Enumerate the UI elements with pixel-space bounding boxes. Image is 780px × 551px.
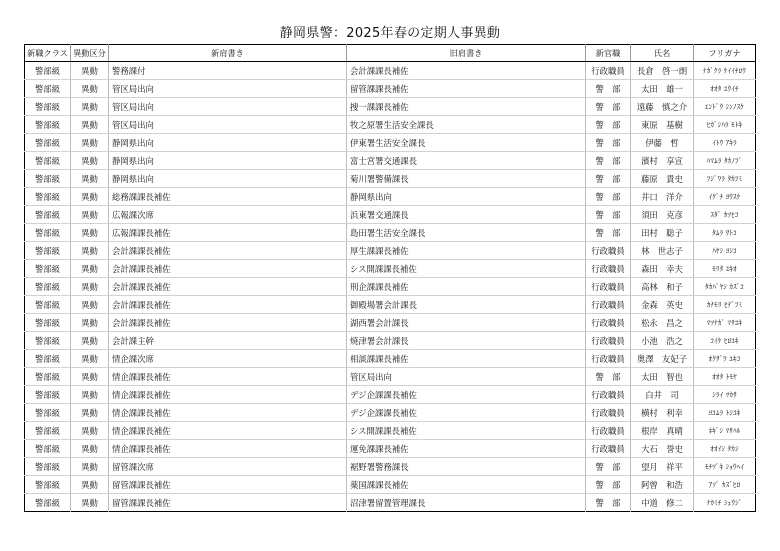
cell-name: 濱村 享宣 (631, 152, 694, 170)
cell-furigana: ｵｸｻﾞﾜ ﾕｷｺ (694, 350, 756, 368)
cell-new-class: 警部級 (25, 296, 71, 314)
cell-new-title: 総務課課長補佐 (109, 188, 347, 206)
table-row (25, 170, 756, 188)
cell-new-title: 会計課課長補佐 (109, 260, 347, 278)
cell-new-title: 警務課付 (109, 62, 347, 80)
cell-new-class: 警部級 (25, 134, 71, 152)
cell-name: 金森 英史 (631, 296, 694, 314)
cell-new-class: 警部級 (25, 98, 71, 116)
cell-name: 藤原 貴史 (631, 170, 694, 188)
cell-new-rank: 警 部 (586, 188, 631, 206)
cell-furigana: ｵｵｲｼ ﾀｶｼ (694, 440, 756, 458)
cell-name: 伊藤 哲 (631, 134, 694, 152)
cell-new-title: 情企課課長補佐 (109, 386, 347, 404)
table-row (25, 404, 756, 422)
cell-transfer-type: 異動 (71, 116, 109, 134)
cell-new-class: 警部級 (25, 206, 71, 224)
cell-name: 白井 司 (631, 386, 694, 404)
cell-old-title: 焼津署会計課長 (347, 332, 586, 350)
cell-new-class: 警部級 (25, 116, 71, 134)
table-row (25, 314, 756, 332)
cell-transfer-type: 異動 (71, 458, 109, 476)
cell-new-rank: 行政職員 (586, 242, 631, 260)
cell-transfer-type: 異動 (71, 422, 109, 440)
cell-transfer-type: 異動 (71, 206, 109, 224)
cell-old-title: 浜東署交通課長 (347, 206, 586, 224)
cell-transfer-type: 異動 (71, 260, 109, 278)
table-row (25, 80, 756, 98)
cell-new-class: 警部級 (25, 278, 71, 296)
cell-furigana: ﾊﾏﾑﾗ ﾀｶﾉﾌﾞ (694, 152, 756, 170)
cell-new-rank: 警 部 (586, 368, 631, 386)
cell-new-title: 管区局出向 (109, 98, 347, 116)
cell-old-title: シス開課課長補佐 (347, 260, 586, 278)
header-new-rank: 新官職 (586, 45, 631, 62)
cell-new-rank: 行政職員 (586, 440, 631, 458)
cell-name: 林 世志子 (631, 242, 694, 260)
cell-new-rank: 警 部 (586, 458, 631, 476)
cell-transfer-type: 異動 (71, 494, 109, 512)
cell-new-class: 警部級 (25, 440, 71, 458)
cell-name: 根岸 真晴 (631, 422, 694, 440)
cell-furigana: ﾈｷﾞｼ ﾏｻﾊﾙ (694, 422, 756, 440)
cell-transfer-type: 異動 (71, 404, 109, 422)
table-row (25, 242, 756, 260)
cell-new-title: 留管課課長補佐 (109, 494, 347, 512)
cell-new-class: 警部級 (25, 260, 71, 278)
cell-new-class: 警部級 (25, 188, 71, 206)
cell-furigana: ｵｵﾀ ﾕｳｲﾁ (694, 80, 756, 98)
page-title: 静岡県警：2025年春の定期人事異動 (279, 26, 501, 41)
cell-new-rank: 警 部 (586, 206, 631, 224)
cell-furigana: ｲﾄｳ ｱｷﾗ (694, 134, 756, 152)
cell-name: 遠藤 慎之介 (631, 98, 694, 116)
cell-old-title: 静岡県出向 (347, 188, 586, 206)
cell-new-rank: 行政職員 (586, 332, 631, 350)
table-row (25, 188, 756, 206)
cell-new-title: 管区局出向 (109, 80, 347, 98)
cell-new-title: 情企課課長補佐 (109, 422, 347, 440)
personnel-table-container (24, 44, 755, 512)
cell-old-title: 湖西署会計課長 (347, 314, 586, 332)
cell-new-title: 会計課主幹 (109, 332, 347, 350)
cell-old-title: 運免課課長補佐 (347, 440, 586, 458)
header-new-class: 新職クラス (25, 45, 71, 62)
cell-old-title: 薬国課課長補佐 (347, 476, 586, 494)
cell-new-rank: 警 部 (586, 134, 631, 152)
cell-new-class: 警部級 (25, 62, 71, 80)
cell-transfer-type: 異動 (71, 476, 109, 494)
header-new-title: 新肩書き (109, 45, 347, 62)
cell-transfer-type: 異動 (71, 152, 109, 170)
cell-new-title: 会計課課長補佐 (109, 278, 347, 296)
cell-furigana: ｱｿﾞ ｶｽﾞﾋﾛ (694, 476, 756, 494)
table-row (25, 422, 756, 440)
cell-new-rank: 警 部 (586, 170, 631, 188)
cell-new-class: 警部級 (25, 224, 71, 242)
cell-new-title: 管区局出向 (109, 116, 347, 134)
cell-transfer-type: 異動 (71, 440, 109, 458)
table-row (25, 368, 756, 386)
cell-name: 田村 聡子 (631, 224, 694, 242)
cell-new-rank: 警 部 (586, 80, 631, 98)
cell-transfer-type: 異動 (71, 170, 109, 188)
cell-name: 太田 智也 (631, 368, 694, 386)
cell-new-rank: 行政職員 (586, 404, 631, 422)
cell-new-title: 広報課次席 (109, 206, 347, 224)
cell-new-rank: 警 部 (586, 152, 631, 170)
cell-old-title: 島田署生活安全課長 (347, 224, 586, 242)
cell-old-title: 富士宮署交通課長 (347, 152, 586, 170)
cell-transfer-type: 異動 (71, 314, 109, 332)
cell-furigana: ﾌｼﾞﾜﾗ ﾀｶﾌﾐ (694, 170, 756, 188)
cell-name: 横村 利幸 (631, 404, 694, 422)
table-header (25, 45, 756, 62)
cell-furigana: ｽﾀﾞ ｶﾂﾋｺ (694, 206, 756, 224)
cell-furigana: ﾓﾁﾂﾞｷ ｼｮｳﾍｲ (694, 458, 756, 476)
cell-new-class: 警部級 (25, 152, 71, 170)
cell-new-title: 会計課課長補佐 (109, 314, 347, 332)
table-row (25, 62, 756, 80)
table-row (25, 476, 756, 494)
cell-furigana: ﾖｺﾑﾗ ﾄｼﾕｷ (694, 404, 756, 422)
cell-new-rank: 行政職員 (586, 386, 631, 404)
table-row (25, 332, 756, 350)
cell-furigana: ｲｸﾞﾁ ﾖｳｽｹ (694, 188, 756, 206)
cell-transfer-type: 異動 (71, 368, 109, 386)
cell-new-class: 警部級 (25, 80, 71, 98)
cell-name: 望月 祥平 (631, 458, 694, 476)
cell-name: 中道 修二 (631, 494, 694, 512)
cell-old-title: デジ企課課長補佐 (347, 404, 586, 422)
cell-new-class: 警部級 (25, 458, 71, 476)
table-row (25, 224, 756, 242)
cell-furigana: ﾊﾔｼ ﾖｼｺ (694, 242, 756, 260)
cell-transfer-type: 異動 (71, 242, 109, 260)
cell-new-title: 情企課課長補佐 (109, 440, 347, 458)
cell-furigana: ﾏﾂﾅｶﾞ ﾏｻﾕｷ (694, 314, 756, 332)
cell-new-class: 警部級 (25, 404, 71, 422)
cell-transfer-type: 異動 (71, 296, 109, 314)
table-row (25, 296, 756, 314)
cell-name: 井口 洋介 (631, 188, 694, 206)
cell-old-title: 牧之原署生活安全課長 (347, 116, 586, 134)
cell-new-rank: 警 部 (586, 116, 631, 134)
cell-name: 大石 誉史 (631, 440, 694, 458)
cell-new-class: 警部級 (25, 170, 71, 188)
cell-new-class: 警部級 (25, 350, 71, 368)
table-row (25, 350, 756, 368)
cell-new-title: 情企課次席 (109, 350, 347, 368)
cell-transfer-type: 異動 (71, 134, 109, 152)
table-row (25, 152, 756, 170)
cell-transfer-type: 異動 (71, 62, 109, 80)
cell-transfer-type: 異動 (71, 98, 109, 116)
cell-name: 長倉 啓一朗 (631, 62, 694, 80)
cell-new-rank: 行政職員 (586, 296, 631, 314)
cell-old-title: 御殿場署会計課長 (347, 296, 586, 314)
header-transfer-type: 異動区分 (71, 45, 109, 62)
header-name: 氏名 (631, 45, 694, 62)
cell-old-title: シス開課課長補佐 (347, 422, 586, 440)
cell-new-rank: 行政職員 (586, 278, 631, 296)
cell-name: 森田 幸夫 (631, 260, 694, 278)
cell-new-title: 会計課課長補佐 (109, 242, 347, 260)
table-row (25, 458, 756, 476)
cell-old-title: 厚生課課長補佐 (347, 242, 586, 260)
cell-old-title: 管区局出向 (347, 368, 586, 386)
cell-furigana: ﾋｶﾞｼﾊﾗ ﾓﾄｷ (694, 116, 756, 134)
cell-furigana: ｵｵﾀ ﾄﾓﾔ (694, 368, 756, 386)
cell-new-class: 警部級 (25, 476, 71, 494)
cell-new-rank: 警 部 (586, 476, 631, 494)
cell-new-title: 情企課課長補佐 (109, 368, 347, 386)
cell-name: 高林 和子 (631, 278, 694, 296)
cell-new-class: 警部級 (25, 242, 71, 260)
cell-transfer-type: 異動 (71, 80, 109, 98)
cell-new-rank: 警 部 (586, 224, 631, 242)
cell-new-title: 広報課課長補佐 (109, 224, 347, 242)
cell-transfer-type: 異動 (71, 224, 109, 242)
table-row (25, 98, 756, 116)
cell-furigana: ｶﾅﾓﾘ ﾋﾃﾞﾌﾐ (694, 296, 756, 314)
cell-furigana: ｼﾗｲ ﾂｶｻ (694, 386, 756, 404)
cell-furigana: ﾓﾘﾀ ﾕｷｵ (694, 260, 756, 278)
cell-new-rank: 行政職員 (586, 350, 631, 368)
table-row (25, 116, 756, 134)
header-old-title: 旧肩書き (347, 45, 586, 62)
cell-name: 小池 浩之 (631, 332, 694, 350)
cell-transfer-type: 異動 (71, 350, 109, 368)
cell-new-title: 留管課課長補佐 (109, 476, 347, 494)
cell-name: 東原 基樹 (631, 116, 694, 134)
personnel-table (24, 44, 756, 512)
table-row (25, 278, 756, 296)
table-row (25, 206, 756, 224)
cell-furigana: ﾀｶﾊﾞﾔｼ ｶｽﾞｺ (694, 278, 756, 296)
cell-new-title: 留管課次席 (109, 458, 347, 476)
cell-new-rank: 行政職員 (586, 422, 631, 440)
cell-new-title: 静岡県出向 (109, 152, 347, 170)
cell-new-rank: 行政職員 (586, 314, 631, 332)
cell-new-title: 会計課課長補佐 (109, 296, 347, 314)
cell-new-class: 警部級 (25, 494, 71, 512)
cell-new-class: 警部級 (25, 386, 71, 404)
cell-furigana: ｺｲｹ ﾋﾛﾕｷ (694, 332, 756, 350)
header-furigana: フリガナ (694, 45, 756, 62)
cell-new-rank: 行政職員 (586, 260, 631, 278)
cell-old-title: 沼津署留置管理課長 (347, 494, 586, 512)
cell-new-title: 情企課課長補佐 (109, 404, 347, 422)
cell-new-class: 警部級 (25, 422, 71, 440)
cell-transfer-type: 異動 (71, 278, 109, 296)
cell-transfer-type: 異動 (71, 332, 109, 350)
cell-old-title: 菊川署警備課長 (347, 170, 586, 188)
cell-new-rank: 行政職員 (586, 62, 631, 80)
table-row (25, 134, 756, 152)
cell-furigana: ﾀﾑﾗ ｻﾄｺ (694, 224, 756, 242)
cell-new-title: 静岡県出向 (109, 170, 347, 188)
cell-old-title: 刑企課課長補佐 (347, 278, 586, 296)
table-row (25, 494, 756, 512)
table-row (25, 260, 756, 278)
cell-name: 須田 克彦 (631, 206, 694, 224)
cell-old-title: 捜一課課長補佐 (347, 98, 586, 116)
cell-transfer-type: 異動 (71, 188, 109, 206)
cell-new-rank: 警 部 (586, 494, 631, 512)
cell-old-title: 裾野署警務課長 (347, 458, 586, 476)
table-row (25, 440, 756, 458)
cell-furigana: ﾅｶﾐﾁ ｼｭｳｼﾞ (706, 498, 743, 507)
cell-old-title: 伊東署生活安全課長 (347, 134, 586, 152)
table-row (25, 386, 756, 404)
cell-furigana: ｴﾝﾄﾞｳ ｼﾝﾉｽｹ (694, 98, 756, 116)
cell-name: 奥澤 友妃子 (631, 350, 694, 368)
cell-new-rank: 警 部 (586, 98, 631, 116)
cell-name: 太田 雄一 (631, 80, 694, 98)
cell-old-title: 会計課課長補佐 (347, 62, 586, 80)
cell-furigana: ﾅｶﾞｸﾗ ｹｲｲﾁﾛｳ (694, 62, 756, 80)
cell-name: 阿曾 和浩 (631, 476, 694, 494)
table-body (25, 62, 756, 512)
cell-transfer-type: 異動 (71, 386, 109, 404)
cell-old-title: 相談課課長補佐 (347, 350, 586, 368)
header-row (25, 45, 756, 62)
cell-new-class: 警部級 (25, 314, 71, 332)
cell-new-class: 警部級 (25, 332, 71, 350)
cell-new-class: 警部級 (25, 368, 71, 386)
cell-new-title: 静岡県出向 (109, 134, 347, 152)
cell-name: 松永 昌之 (631, 314, 694, 332)
cell-old-title: デジ企課課長補佐 (347, 386, 586, 404)
cell-old-title: 留管課課長補佐 (347, 80, 586, 98)
